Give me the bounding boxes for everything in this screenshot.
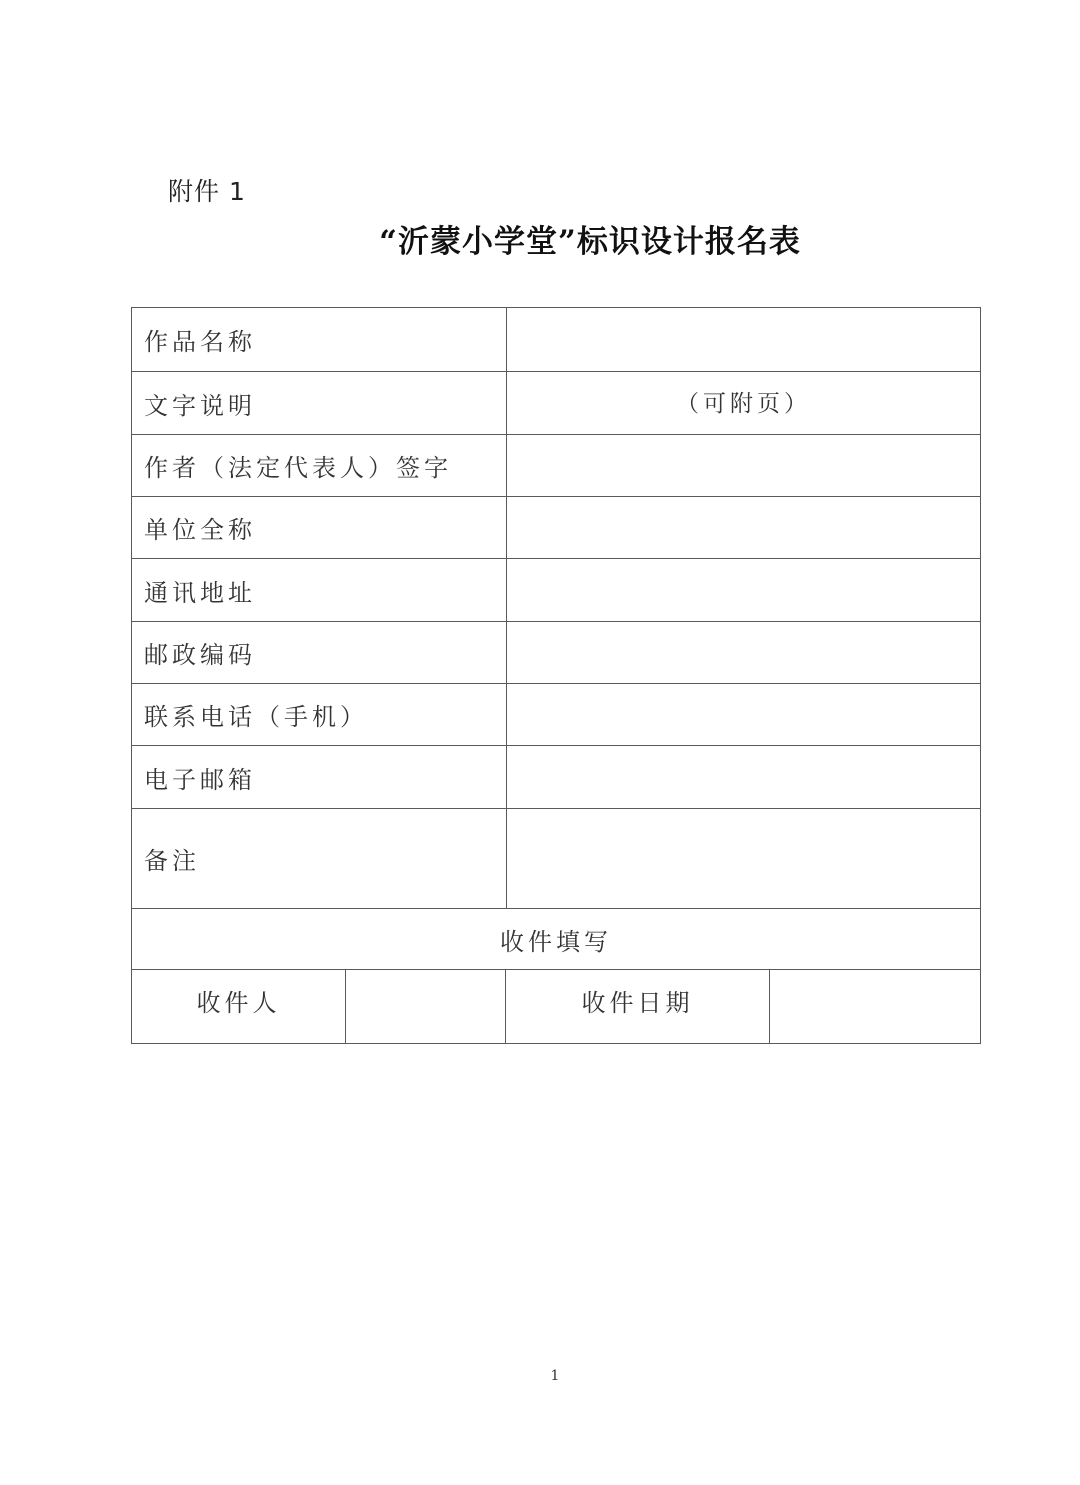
postal-code-field[interactable] xyxy=(507,622,980,683)
receipt-date-field[interactable] xyxy=(770,970,980,1043)
form-label: 单位全称 xyxy=(132,497,507,558)
recipient-field[interactable] xyxy=(346,970,506,1043)
form-row-email xyxy=(132,745,980,808)
form-label: 联系电话（手机） xyxy=(132,684,507,745)
form-row-address xyxy=(132,558,980,621)
recipient-label: 收件人 xyxy=(132,970,346,1043)
page-title: “沂蒙小学堂”标识设计报名表 xyxy=(379,224,801,260)
form-row-organization xyxy=(132,496,980,558)
form-row-postal-code xyxy=(132,621,980,683)
page-number: 1 xyxy=(550,1368,560,1384)
form-row-signature xyxy=(132,434,980,496)
form-label: 作者（法定代表人）签字 xyxy=(132,435,507,496)
form-label: 邮政编码 xyxy=(132,622,507,683)
description-field[interactable] xyxy=(507,372,980,434)
receipt-section-header-row xyxy=(132,908,980,969)
phone-field[interactable] xyxy=(507,684,980,745)
form-label: 通讯地址 xyxy=(132,559,507,621)
form-label: 电子邮箱 xyxy=(132,746,507,808)
receipt-section-header: 收件填写 xyxy=(500,927,612,956)
form-label: 备注 xyxy=(132,809,507,908)
receipt-row xyxy=(132,969,980,1043)
organization-field[interactable] xyxy=(507,497,980,558)
signature-field[interactable] xyxy=(507,435,980,496)
form-label: 作品名称 xyxy=(132,308,507,371)
attachment-label: 附件 1 xyxy=(168,177,246,206)
form-label: 文字说明 xyxy=(132,372,507,434)
form-row-work-name xyxy=(132,308,980,371)
form-row-description xyxy=(132,371,980,434)
receipt-date-label: 收件日期 xyxy=(506,970,770,1043)
attach-pages-note: （可附页） xyxy=(676,390,811,417)
form-row-remarks xyxy=(132,808,980,908)
email-field[interactable] xyxy=(507,746,980,808)
registration-form-table xyxy=(131,307,981,1044)
form-row-phone xyxy=(132,683,980,745)
remarks-field[interactable] xyxy=(507,809,980,908)
address-field[interactable] xyxy=(507,559,980,621)
work-name-field[interactable] xyxy=(507,308,980,371)
